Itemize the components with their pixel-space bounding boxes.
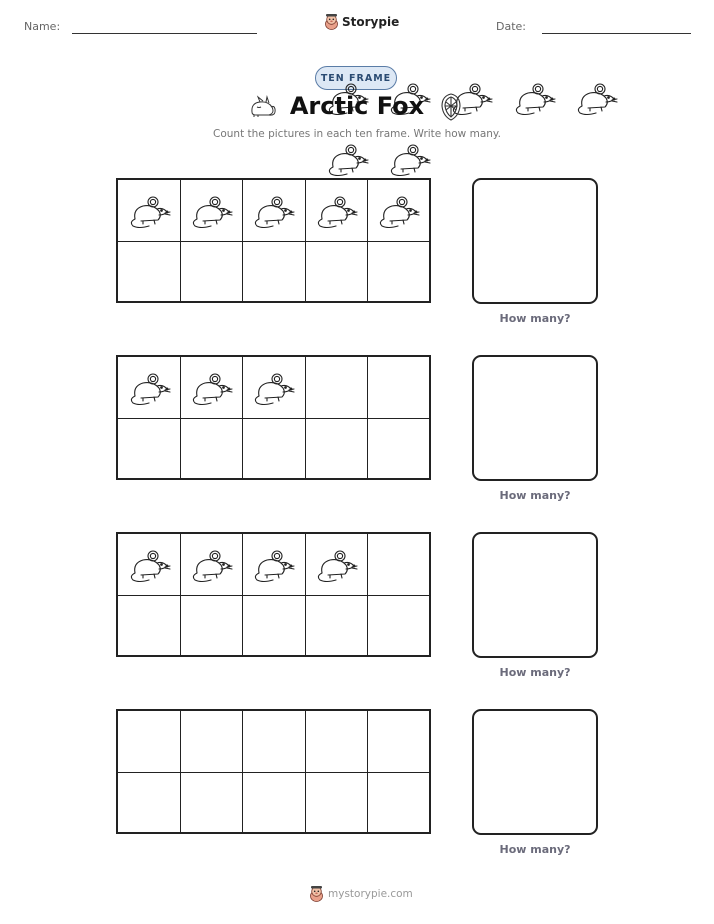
instructions: Count the pictures in each ten frame. Write how many. [213,128,501,140]
date-line[interactable] [542,33,691,34]
answer-box-1[interactable] [472,178,598,304]
mouse-icon [251,368,295,406]
snowshoe-icon [440,92,462,122]
mouse-icon [314,191,358,229]
name-line[interactable] [72,33,257,34]
answer-box-3[interactable] [472,532,598,658]
mouse-icon [314,545,358,583]
mouse-icon [376,191,420,229]
footer-site: mystorypie.com [328,887,413,900]
mouse-icon [189,191,233,229]
mouse-icon [127,545,171,583]
mascot-icon [324,13,339,30]
mouse-icon [189,545,233,583]
answer-box-4[interactable] [472,709,598,835]
brand-logo [324,13,399,30]
page-title: Arctic Fox [289,92,425,120]
how-many-label-3: How many? [499,666,571,679]
how-many-label-2: How many? [499,489,571,502]
how-many-label-1: How many? [499,312,571,325]
mouse-icon [251,545,295,583]
frame-divider [118,772,429,773]
footer [309,885,413,902]
frame-divider [118,241,429,242]
ten-frame-3 [116,532,431,657]
mascot-icon [309,885,324,902]
name-label: Name: [24,20,61,33]
ten-frame-2 [116,355,431,480]
mouse-icon [251,191,295,229]
date-label: Date: [496,20,526,33]
ten-frame-1 [116,178,431,303]
how-many-label-4: How many? [499,843,571,856]
mouse-icon [127,368,171,406]
ten-frame-badge: TEN FRAME [315,66,397,90]
frame-divider [118,418,429,419]
mouse-icon [189,368,233,406]
answer-box-2[interactable] [472,355,598,481]
brand-name: Storypie [342,14,400,29]
mouse-icon [325,139,369,177]
mouse-icon [127,191,171,229]
ten-frame-4 [116,709,431,834]
mouse-icon [387,139,431,177]
frame-divider [118,595,429,596]
